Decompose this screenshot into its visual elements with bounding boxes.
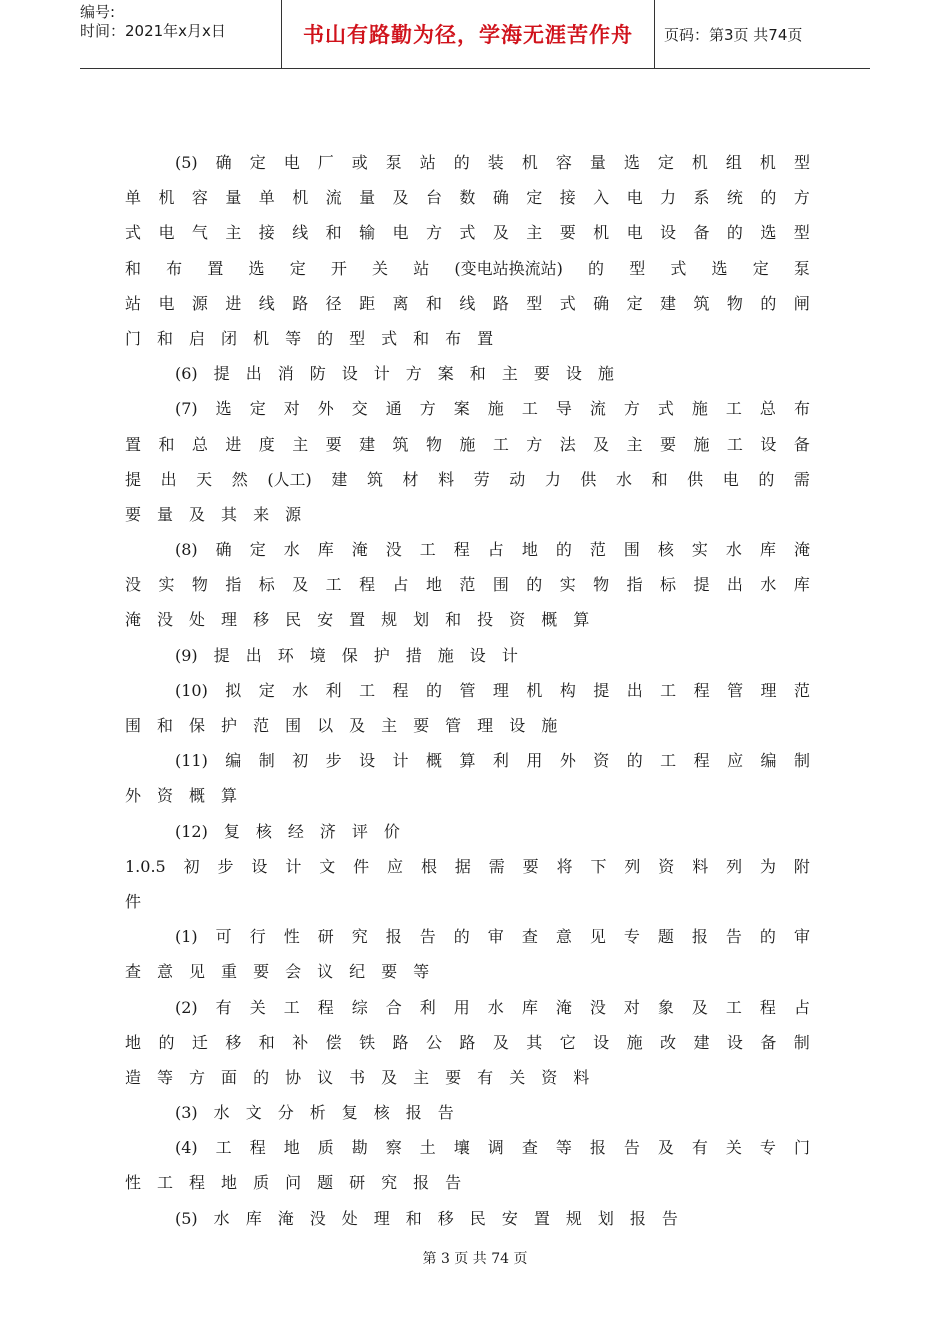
text-line: (7) 选 定 对 外 交 通 方 案 施 工 导 流 方 式 施 工 总 布 bbox=[175, 399, 810, 419]
text-line: (4) 工 程 地 质 勘 察 土 壤 调 查 等 报 告 及 有 关 专 门 bbox=[175, 1138, 810, 1158]
text-line: (5) 确 定 电 厂 或 泵 站 的 装 机 容 量 选 定 机 组 机 型 bbox=[175, 153, 810, 172]
text-line: 和 布 置 选 定 开 关 站 (变电站换流站) 的 型 式 选 定 泵 bbox=[125, 258, 810, 278]
text-line: (1) 可 行 性 研 究 报 告 的 审 查 意 见 专 题 报 告 的 审 bbox=[175, 927, 810, 947]
header-meta bbox=[80, 0, 280, 71]
text-line: (9) 提 出 环 境 保 护 措 施 设 计 bbox=[175, 645, 518, 665]
text-line: (8) 确 定 水 库 淹 没 工 程 占 地 的 范 围 核 实 水 库 淹 bbox=[175, 540, 810, 560]
text-line: (6) 提 出 消 防 设 计 方 案 和 主 要 设 施 bbox=[175, 364, 614, 384]
text-line: (2) 有 关 工 程 综 合 利 用 水 库 淹 没 对 象 及 工 程 占 bbox=[175, 997, 810, 1017]
header-motto-cell bbox=[281, 0, 655, 68]
text-line: (11) 编 制 初 步 设 计 概 算 利 用 外 资 的 工 程 应 编 制 bbox=[175, 751, 810, 771]
time-label: 时间：2021年x月x日 bbox=[80, 22, 226, 40]
text-line: 式 电 气 主 接 线 和 输 电 方 式 及 主 要 机 电 设 备 的 选 型 bbox=[125, 223, 810, 243]
text-line: 要 量 及 其 来 源 bbox=[125, 504, 302, 524]
header-page-info: 页码：第3页 共74页 bbox=[664, 25, 803, 44]
text-line: 外 资 概 算 bbox=[125, 786, 238, 806]
page-footer: 第 3 页 共 74 页 bbox=[422, 1251, 528, 1267]
text-line: 门 和 启 闭 机 等 的 型 式 和 布 置 bbox=[125, 328, 494, 348]
text-line: 1.0.5 初 步 设 计 文 件 应 根 据 需 要 将 下 列 资 料 列 为 附 bbox=[125, 856, 810, 876]
text-line: 站 电 源 进 线 路 径 距 离 和 线 路 型 式 确 定 建 筑 物 的 闸 bbox=[125, 293, 810, 313]
text-line: 淹 没 处 理 移 民 安 置 规 划 和 投 资 概 算 bbox=[125, 610, 590, 630]
text-line: (12) 复 核 经 济 评 价 bbox=[175, 821, 400, 841]
text-line: 性 工 程 地 质 问 题 研 究 报 告 bbox=[125, 1173, 462, 1193]
text-line: 查 意 见 重 要 会 议 纪 要 等 bbox=[125, 962, 430, 982]
text-line: 件 bbox=[125, 891, 142, 911]
text-line: 造 等 方 面 的 协 议 书 及 主 要 有 关 资 料 bbox=[125, 1067, 590, 1087]
text-line: 地 的 迁 移 和 补 偿 铁 路 公 路 及 其 它 设 施 改 建 设 备 制 bbox=[125, 1032, 810, 1052]
text-line: (10) 拟 定 水 利 工 程 的 管 理 机 构 提 出 工 程 管 理 范 bbox=[175, 680, 810, 700]
text-line: 没 实 物 指 标 及 工 程 占 地 范 围 的 实 物 指 标 提 出 水 库 bbox=[125, 575, 810, 595]
page-header bbox=[80, 0, 870, 69]
text-line: (5) 水 库 淹 没 处 理 和 移 民 安 置 规 划 报 告 bbox=[175, 1208, 678, 1228]
motto: 书山有路勤为径，学海无涯苦作舟 bbox=[303, 23, 633, 47]
document-body bbox=[125, 145, 810, 1236]
text-line: 单 机 容 量 单 机 流 量 及 台 数 确 定 接 入 电 力 系 统 的 方 bbox=[125, 188, 810, 208]
number-label: 编号: bbox=[80, 3, 116, 21]
text-line: 围 和 保 护 范 围 以 及 主 要 管 理 设 施 bbox=[125, 716, 558, 735]
text-line: 提 出 天 然 (人工) 建 筑 材 料 劳 动 力 供 水 和 供 电 的 需 bbox=[125, 469, 810, 489]
text-line: 置 和 总 进 度 主 要 建 筑 物 施 工 方 法 及 主 要 施 工 设 备 bbox=[125, 434, 810, 454]
text-line: (3) 水 文 分 析 复 核 报 告 bbox=[175, 1103, 454, 1123]
